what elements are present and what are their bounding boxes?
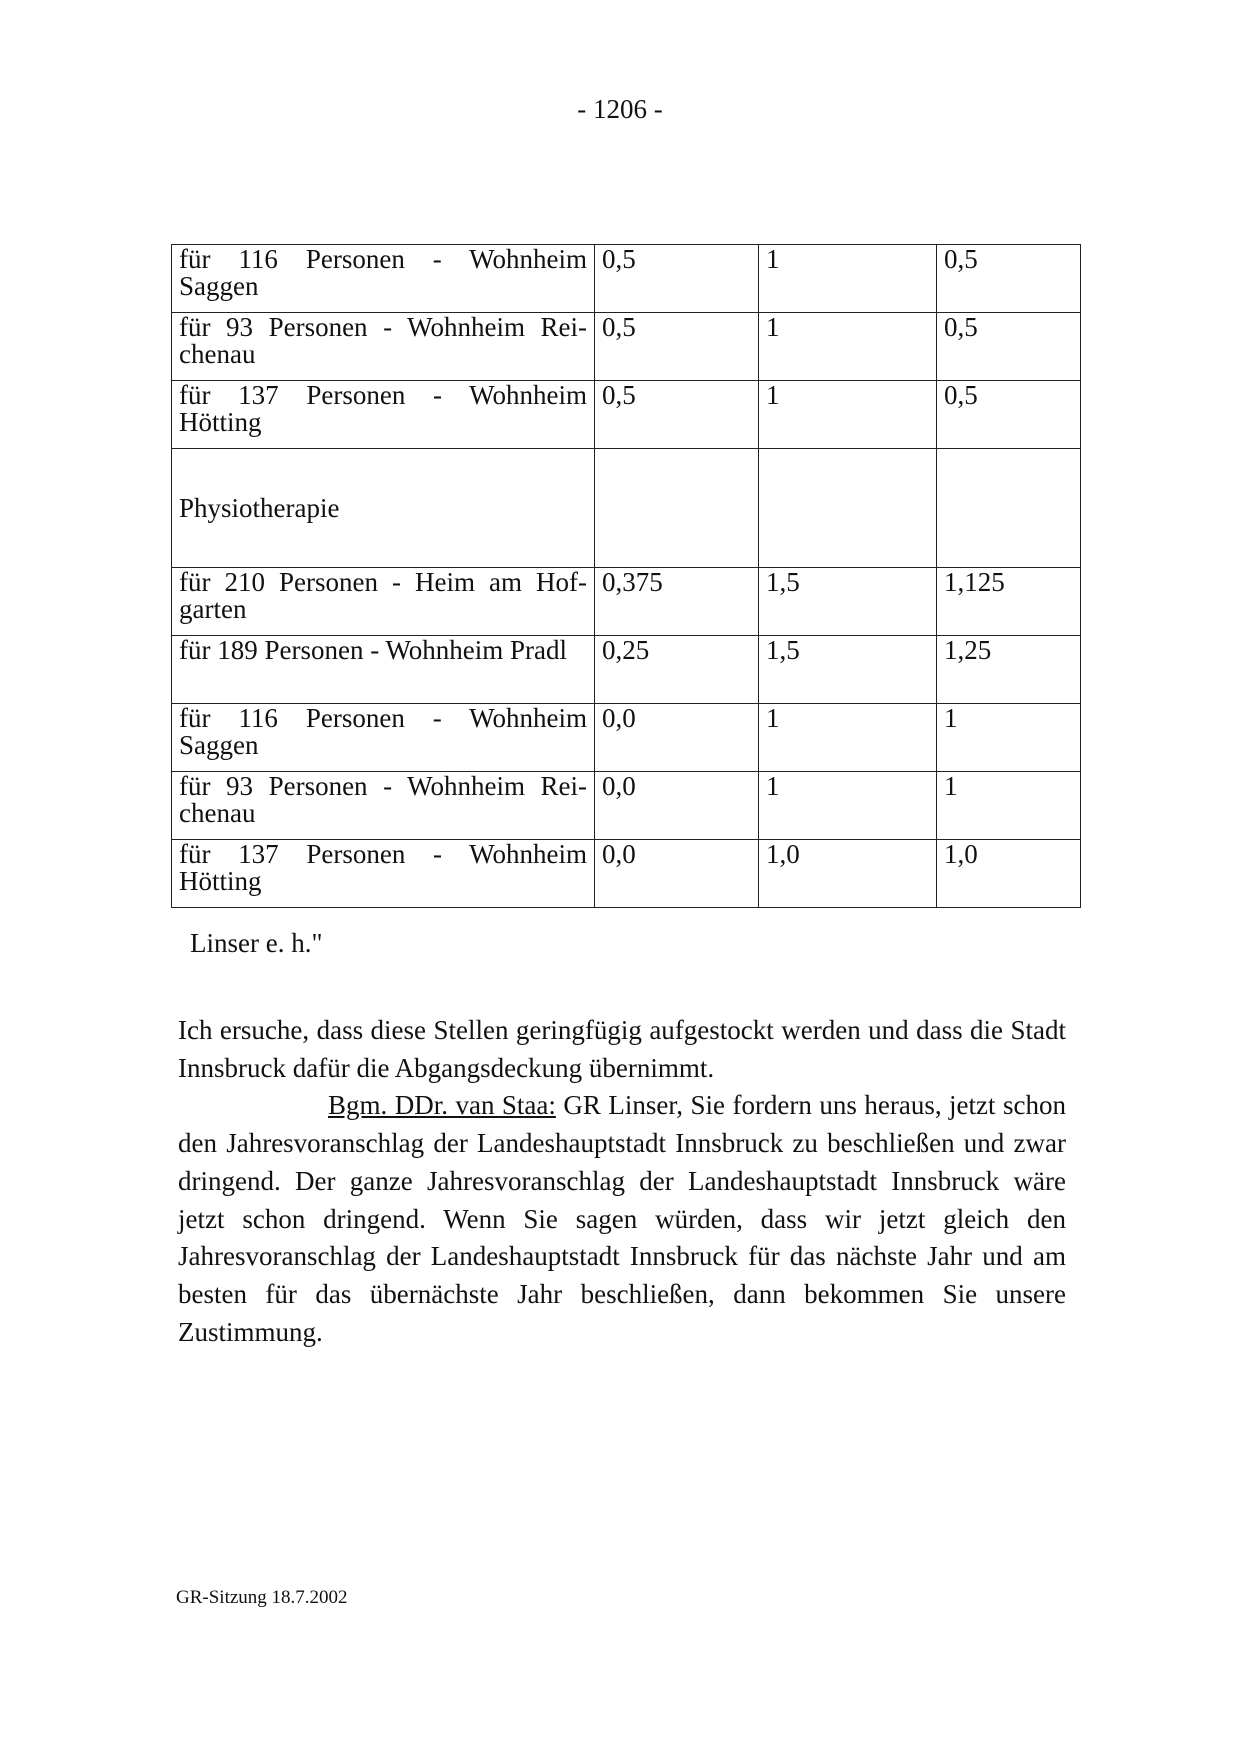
row-value: 1,25 — [937, 636, 1081, 704]
row-value: 0,25 — [595, 636, 759, 704]
row-value — [759, 449, 937, 568]
table-row — [172, 772, 1081, 840]
row-label: für 210 Personen - Heim am Hof-garten — [172, 568, 595, 636]
row-value: 1 — [937, 772, 1081, 840]
section-label: Physiotherapie — [172, 449, 595, 568]
row-value: 1 — [759, 772, 937, 840]
row-value: 1 — [759, 704, 937, 772]
row-label: für 137 Personen - Wohnheim Hötting — [172, 840, 595, 908]
reply-text: GR Linser, Sie fordern uns heraus, jetzt schon den Jahresvoranschlag der Landeshauptstadt Innsbruck zu beschließen und zwar dringend. Der ganze Jahresvoranschlag der Landeshauptstadt Innsbruck wäre jetzt schon dringend. Wenn Sie sagen würden, dass wir jetzt gleich den Jahresvoranschlag der Landeshauptstadt Innsbruck für das nächste Jahr und am besten für das übernächste Jahr beschließen, dann bekommen Sie unsere Zustimmung. — [178, 1090, 1066, 1347]
row-value: 0,5 — [937, 381, 1081, 449]
table-row — [172, 704, 1081, 772]
row-value: 0,5 — [595, 245, 759, 313]
row-label: für 189 Personen - Wohnheim Pradl — [172, 636, 595, 704]
row-value: 1,0 — [937, 840, 1081, 908]
table-section-row — [172, 449, 1081, 568]
row-label: für 93 Personen - Wohnheim Rei-chenau — [172, 772, 595, 840]
row-value: 1,0 — [759, 840, 937, 908]
row-value: 0,5 — [595, 313, 759, 381]
row-value: 0,5 — [937, 313, 1081, 381]
speaker-name: Bgm. DDr. van Staa: — [328, 1090, 556, 1121]
row-label: für 137 Personen - Wohnheim Hötting — [172, 381, 595, 449]
row-value: 1 — [759, 313, 937, 381]
table-row — [172, 840, 1081, 908]
table-row — [172, 313, 1081, 381]
row-value: 0,375 — [595, 568, 759, 636]
row-value — [595, 449, 759, 568]
row-value — [937, 449, 1081, 568]
page-number: - 1206 - — [577, 94, 663, 124]
row-label: für 116 Personen - Wohnheim Saggen — [172, 704, 595, 772]
body-text — [178, 1012, 1066, 1351]
row-value: 0,5 — [937, 245, 1081, 313]
paragraph-request: Ich ersuche, dass diese Stellen geringfügig aufgestockt werden und dass die Stadt Innsbruck dafür die Abgangsdeckung übernimmt. — [178, 1015, 1066, 1083]
table-row — [172, 636, 1081, 704]
row-value: 1,5 — [759, 568, 937, 636]
row-label: für 116 Personen - Wohnheim Saggen — [172, 245, 595, 313]
row-value: 1 — [759, 245, 937, 313]
signature: Linser e. h." — [190, 928, 323, 958]
row-value: 1 — [759, 381, 937, 449]
footer-session-date: GR-Sitzung 18.7.2002 — [176, 1587, 348, 1608]
row-value: 1 — [937, 704, 1081, 772]
table-row — [172, 381, 1081, 449]
paragraph-reply — [178, 1087, 1066, 1351]
table-row — [172, 568, 1081, 636]
row-label: für 93 Personen - Wohnheim Rei-chenau — [172, 313, 595, 381]
row-value: 1,125 — [937, 568, 1081, 636]
row-value: 0,5 — [595, 381, 759, 449]
staff-table — [171, 244, 1081, 908]
row-value: 1,5 — [759, 636, 937, 704]
row-value: 0,0 — [595, 840, 759, 908]
row-value: 0,0 — [595, 704, 759, 772]
row-value: 0,0 — [595, 772, 759, 840]
table-row — [172, 245, 1081, 313]
